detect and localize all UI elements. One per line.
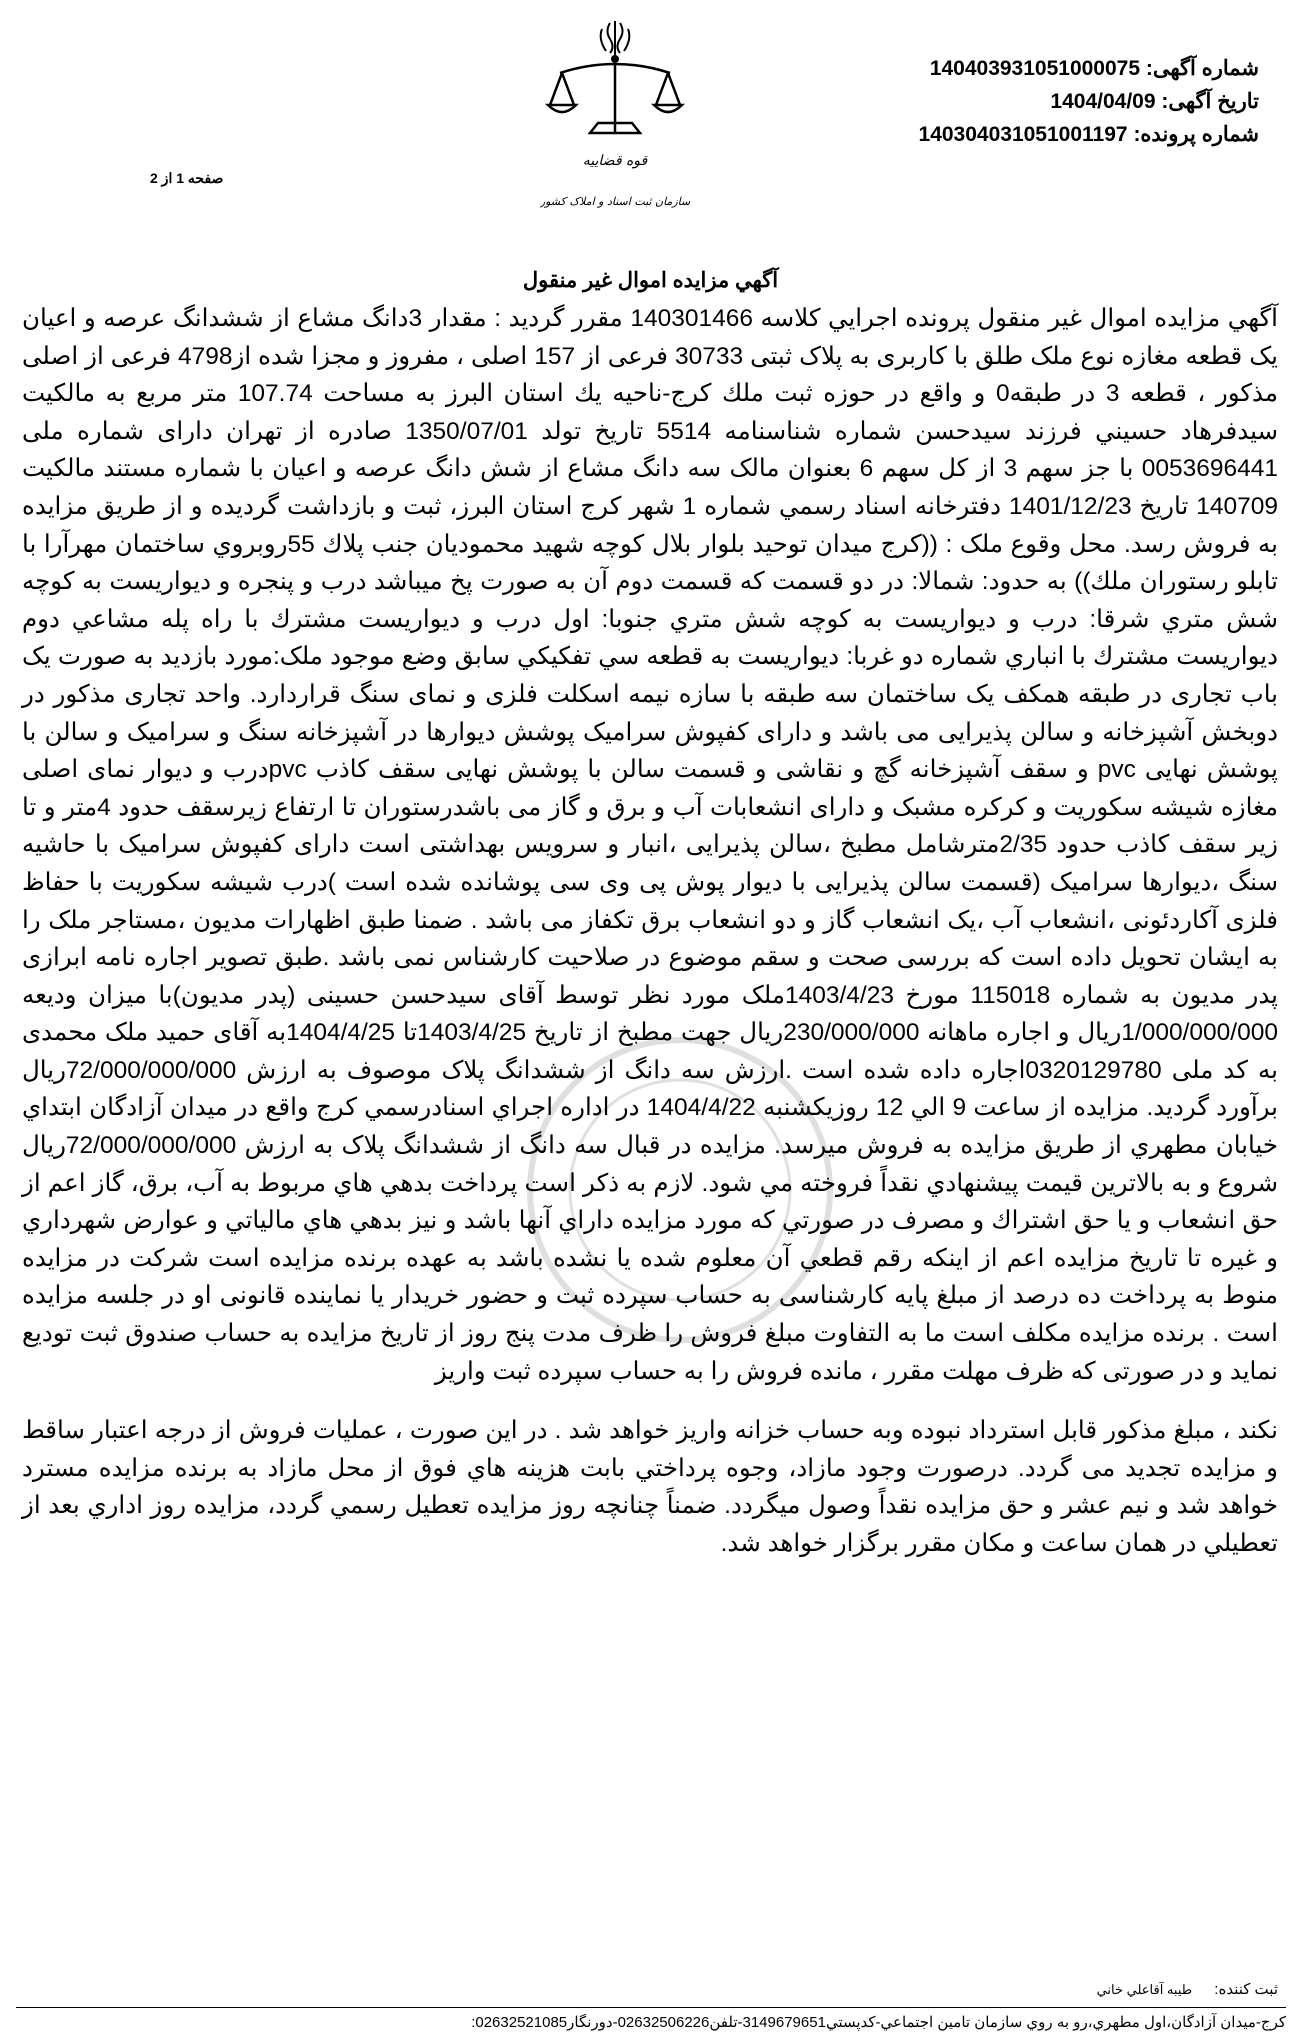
- notice-date-row: [799, 85, 1259, 118]
- page-number: صفحه 1 از 2: [150, 170, 224, 186]
- case-number-row: [799, 118, 1259, 151]
- document-title: آگهي مزايده اموال غير منقول: [522, 269, 779, 292]
- judiciary-emblem-logo: [540, 15, 690, 220]
- footer-divider: [16, 2007, 1286, 2008]
- notice-date-label: تاریخ آگهی:: [1161, 90, 1259, 113]
- notice-number-label: شماره آگهی:: [1145, 57, 1259, 80]
- notice-date: 1404/04/09: [1050, 90, 1156, 113]
- logo-caption-judiciary: قوه قضاییه: [582, 153, 648, 169]
- notice-meta: [799, 52, 1259, 151]
- case-number-label: شماره پرونده:: [1133, 123, 1259, 146]
- notice-body: [22, 300, 1278, 1563]
- registrar-label: ثبت کننده:: [1214, 1981, 1278, 1998]
- registrar-name: طيبه آقاعلي خاني: [1096, 1982, 1193, 1997]
- notice-number-row: [799, 52, 1259, 85]
- case-number: 140304031051001197: [918, 123, 1128, 146]
- registrar: [22, 1980, 1278, 1998]
- footer-address: كرج-ميدان آزادگان،اول مطهري،رو به روي سازمان تامين اجتماعي-كدپستي3149679651-تلفن02632506226-دورنگار02632521085:: [471, 2014, 1286, 2031]
- body-paragraph-2: نکند ، مبلغ مذکور قابل استرداد نبوده وبه حساب خزانه واريز خواهد شد . در اين صورت ، عمليات فروش از درجه اعتبار ساقط و مزايده تجديد می گردد. درصورت وجود مازاد، وجوه پرداختي بابت هزينه هاي فوق از محل مازاد به برنده مزايده مسترد خواهد شد و نيم عشر و حق مزايده نقداً وصول ميگردد. ضمناً چنانچه روز مزايده تعطيل رسمي گردد، مزايده روز اداري بعد از تعطيلي در همان ساعت و مكان مقرر برگزار خواهد شد.: [22, 1417, 1278, 1557]
- body-paragraph-1: آگهي مزايده اموال غير منقول پرونده اجرايي كلاسه 140301466 مقرر گرديد : مقدار 3دانگ مشاع از ششدانگ عرصه و اعيان يک قطعه مغازه نوع ملک طلق با کاربری به پلاک ثبتی 30733 فرعی از 157 اصلی ، مفروز و مجزا شده از4798 فرعی از اصلی مذکور ، قطعه 3 در طبقه0 و واقع در حوزه ثبت ملك كرج-ناحيه يك استان البرز به مساحت 107.74 متر مربع به مالكيت سيدفرهاد حسيني فرزند سيدحسن شماره شناسنامه 5514 تاريخ تولد 1350/07/01 صادره از تهران دارای شماره ملی 0053696441 با جز سهم 3 از کل سهم 6 بعنوان مالک سه دانگ مشاع از شش دانگ عرصه و اعيان با شماره مستند مالكيت 140709 تاريخ 1401/12/23 دفترخانه اسناد رسمي شماره 1 شهر كرج استان البرز، ثبت و بازداشت گرديده و از طريق مزايده به فروش رسد. محل وقوع ملک : ((کرج ميدان توحيد بلوار بلال كوچه شهيد محموديان جنب پلاك 55روبروي ساختمان مهرآرا با تابلو رستوران ملك)) به حدود: شمالا: در دو قسمت كه قسمت دوم آن به صورت پخ ميباشد درب و پنجره و ديواريست به كوچه شش متري شرقا: درب و ديواريست به كوچه شش متري جنوبا: اول درب و ديواريست مشترك با راه پله مشاعي دوم ديواريست مشترك با انباري شماره دو غربا: ديواريست به قطعه سي تفكيكي سابق وضع موجود ملک:مورد بازديد به صورت يک باب تجاری در طبقه همکف يک ساختمان سه طبقه با سازه نيمه اسکلت فلزی و نمای سنگ قراردارد. واحد تجاری مذکور در دوبخش آشپزخانه و سالن پذيرايی می باشد و دارای کفپوش سراميک پوشش ديوارها در آشپزخانه سنگ و سراميک و سالن با پوشش نهايی pvc و سقف آشپزخانه گچ و نقاشی و قسمت سالن با پوشش نهايی سقف کاذب pvcدرب و ديوار نمای اصلی مغازه شيشه سکوريت و کرکره مشبک و دارای انشعابات آب و برق و گاز می باشدرستوران تا ارتفاع زيرسقف حدود 4متر و تا زير سقف کاذب حدود 2/35مترشامل مطبخ ،سالن پذيرايی ،انبار و سرويس بهداشتی است دارای کفپوش سراميک با حاشيه سنگ ،ديوارها سراميک (قسمت سالن پذيرايی با ديوار پوش پی وی سی پوشانده شده است )درب شيشه سکوريت با حفاظ فلزی آکاردئونی ،انشعاب آب ،يک انشعاب گاز و دو انشعاب برق تکفاز می باشد . ضمنا طبق اظهارات مديون ،مستاجر ملک را به ايشان تحويل داده است که بررسی صحت و سقم موضوع در صلاحيت کارشناس نمی باشد .طبق تصوير اجاره نامه ابرازی پدر مديون به شماره 115018 مورخ 1403/4/23ملک مورد نظر توسط آقای سيدحسن حسينی (پدر مديون)با ميزان وديعه 1/000/000/000ريال و اجاره ماهانه 230/000/000ريال جهت مطبخ از تاريخ 1403/4/25تا 1404/4/25به آقای حميد ملک محمدی به کد ملی 0320129780اجاره داده شده است .ارزش سه دانگ از ششدانگ پلاک موصوف به ارزش 72/000/000/000ريال برآورد گرديد. مزايده از ساعت 9 الي 12 روزيکشنبه 1404/4/22 در اداره اجراي اسنادرسمي كرج واقع در ميدان آزادگان ابتداي خيابان مطهري از طريق مزايده به فروش ميرسد. مزايده در قبال سه دانگ از ششدانگ پلاک به ارزش 72/000/000/000ريال شروع و به بالاترين قيمت پيشنهادي نقداً فروخته مي شود. لازم به ذكر است پرداخت بدهي هاي مربوط به آب، برق، گاز اعم از حق انشعاب و يا حق اشتراك و مصرف در صورتي كه مورد مزايده داراي آنها باشد و نيز بدهي هاي مالياتي و عوارض شهرداري و غيره تا تاريخ مزايده اعم از اينكه رقم قطعي آن معلوم شده يا نشده باشد به عهده برنده مزايده است شرکت در مزايده منوط به پرداخت ده درصد از مبلغ پایه کارشناسی به حساب سپرده ثبت و حضور خريدار يا نماينده قانونی او در جلسه مزايده است . برنده مزايده مکلف است ما به التفاوت مبلغ فروش را ظرف مدت پنج روز از تاريخ مزايده به حساب صندوق ثبت توديع نمايد و در صورتی که ظرف مهلت مقرر ، مانده فروش را به حساب سپرده ثبت واريز: [22, 305, 1279, 1385]
- logo-caption-registration-org: سازمان ثبت اسناد و املاک کشور: [540, 195, 690, 208]
- notice-number: 140403931051000075: [929, 57, 1141, 80]
